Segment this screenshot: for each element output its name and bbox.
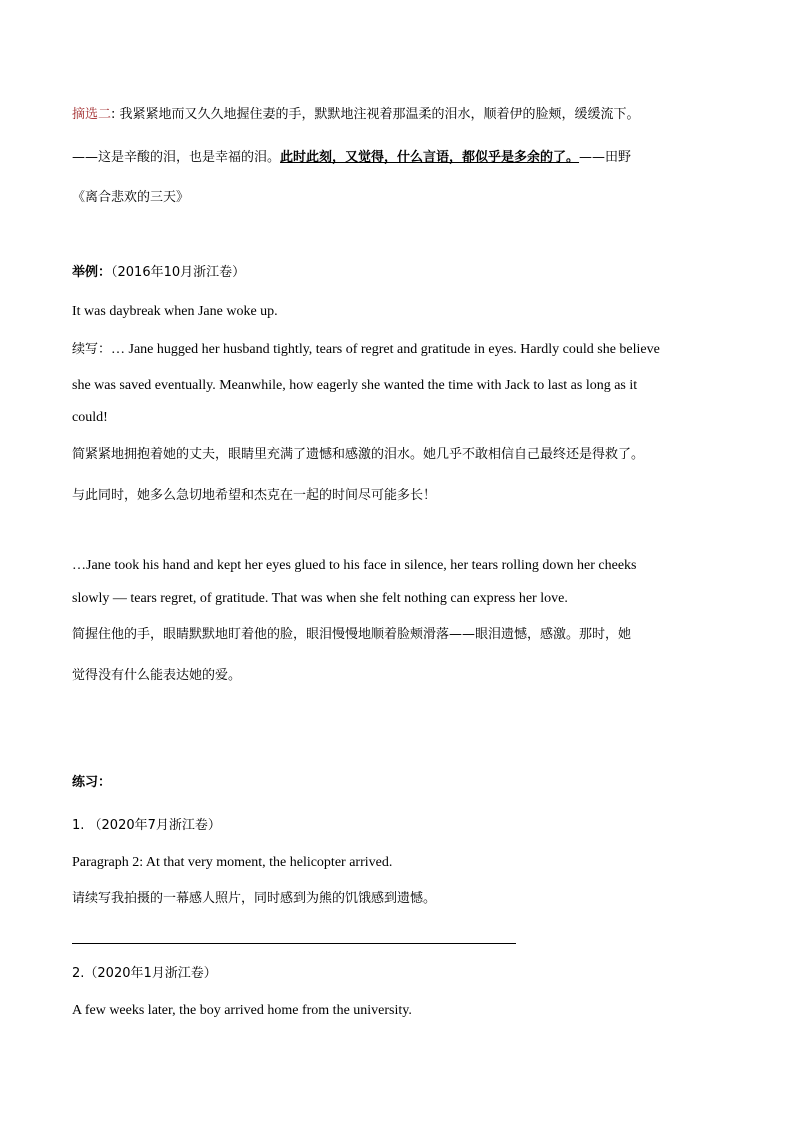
practice-q2-head: 2.（2020年1月浙江卷） [72,966,217,981]
example-en1: … Jane hugged her husband tightly, tears of regret and gratitude in eyes. Hardly could she believe [111,342,660,357]
example-cn2: 与此同时，她多么急切地希望和杰克在一起的时间尽可能多长！ [72,488,437,503]
excerpt2-line2 [72,149,631,167]
practice-q1-task: 请续写我拍摄的一幕感人照片，同时感到为熊的饥饿感到遗憾。 [72,891,437,906]
example-cn3: 简握住他的手，眼睛默默地盯着他的脸，眼泪慢慢地顺着脸颊滑落——眼泪遗憾，感激。那时，她 [72,627,632,642]
example-prompt: It was daybreak when Jane woke up. [72,304,278,319]
practice-q1-prompt: Paragraph 2: At that very moment, the helicopter arrived. [72,855,393,870]
excerpt2-text2a: ——这是辛酸的泪，也是幸福的泪。 [72,150,281,165]
answer-line[interactable] [72,943,516,944]
excerpt2-author: ——田野 [579,150,632,165]
practice-q1-head: 1. （2020年7月浙江卷） [72,818,221,833]
continuation-label: 续写： [72,342,112,357]
example-en3: could! [72,410,108,425]
example-en5: slowly — tears regret, of gratitude. That was when she felt nothing can express her love. [72,591,568,606]
example-en2: she was saved eventually. Meanwhile, how eagerly she wanted the time with Jack to last as long as it [72,378,638,393]
example-heading [72,264,245,282]
example-en4: …Jane took his hand and kept her eyes glued to his face in silence, her tears rolling down her cheeks [72,558,637,573]
excerpt2-line1 [72,106,640,124]
excerpt2-text1: : 我紧紧地而又久久地握住妻的手，默默地注视着那温柔的泪水，顺着伊的脸颊，缓缓流下。 [111,107,640,122]
excerpt2-source: 《离合悲欢的三天》 [72,190,190,205]
excerpt2-bold-quote: 此时此刻，又觉得，什么言语，都似乎是多余的了。 [280,150,580,165]
example-source: （2016年10月浙江卷） [111,265,246,280]
example-continuation-line1 [72,341,660,359]
example-cn4: 觉得没有什么能表达她的爱。 [72,668,242,683]
practice-q2-prompt: A few weeks later, the boy arrived home from the university. [72,1003,412,1018]
practice-heading: 练习： [72,775,112,790]
example-label: 举例： [72,265,112,280]
excerpt2-label: 摘选二 [72,107,112,122]
example-cn1: 简紧紧地拥抱着她的丈夫，眼睛里充满了遗憾和感激的泪水。她几乎不敢相信自己最终还是得救了。 [72,447,645,462]
